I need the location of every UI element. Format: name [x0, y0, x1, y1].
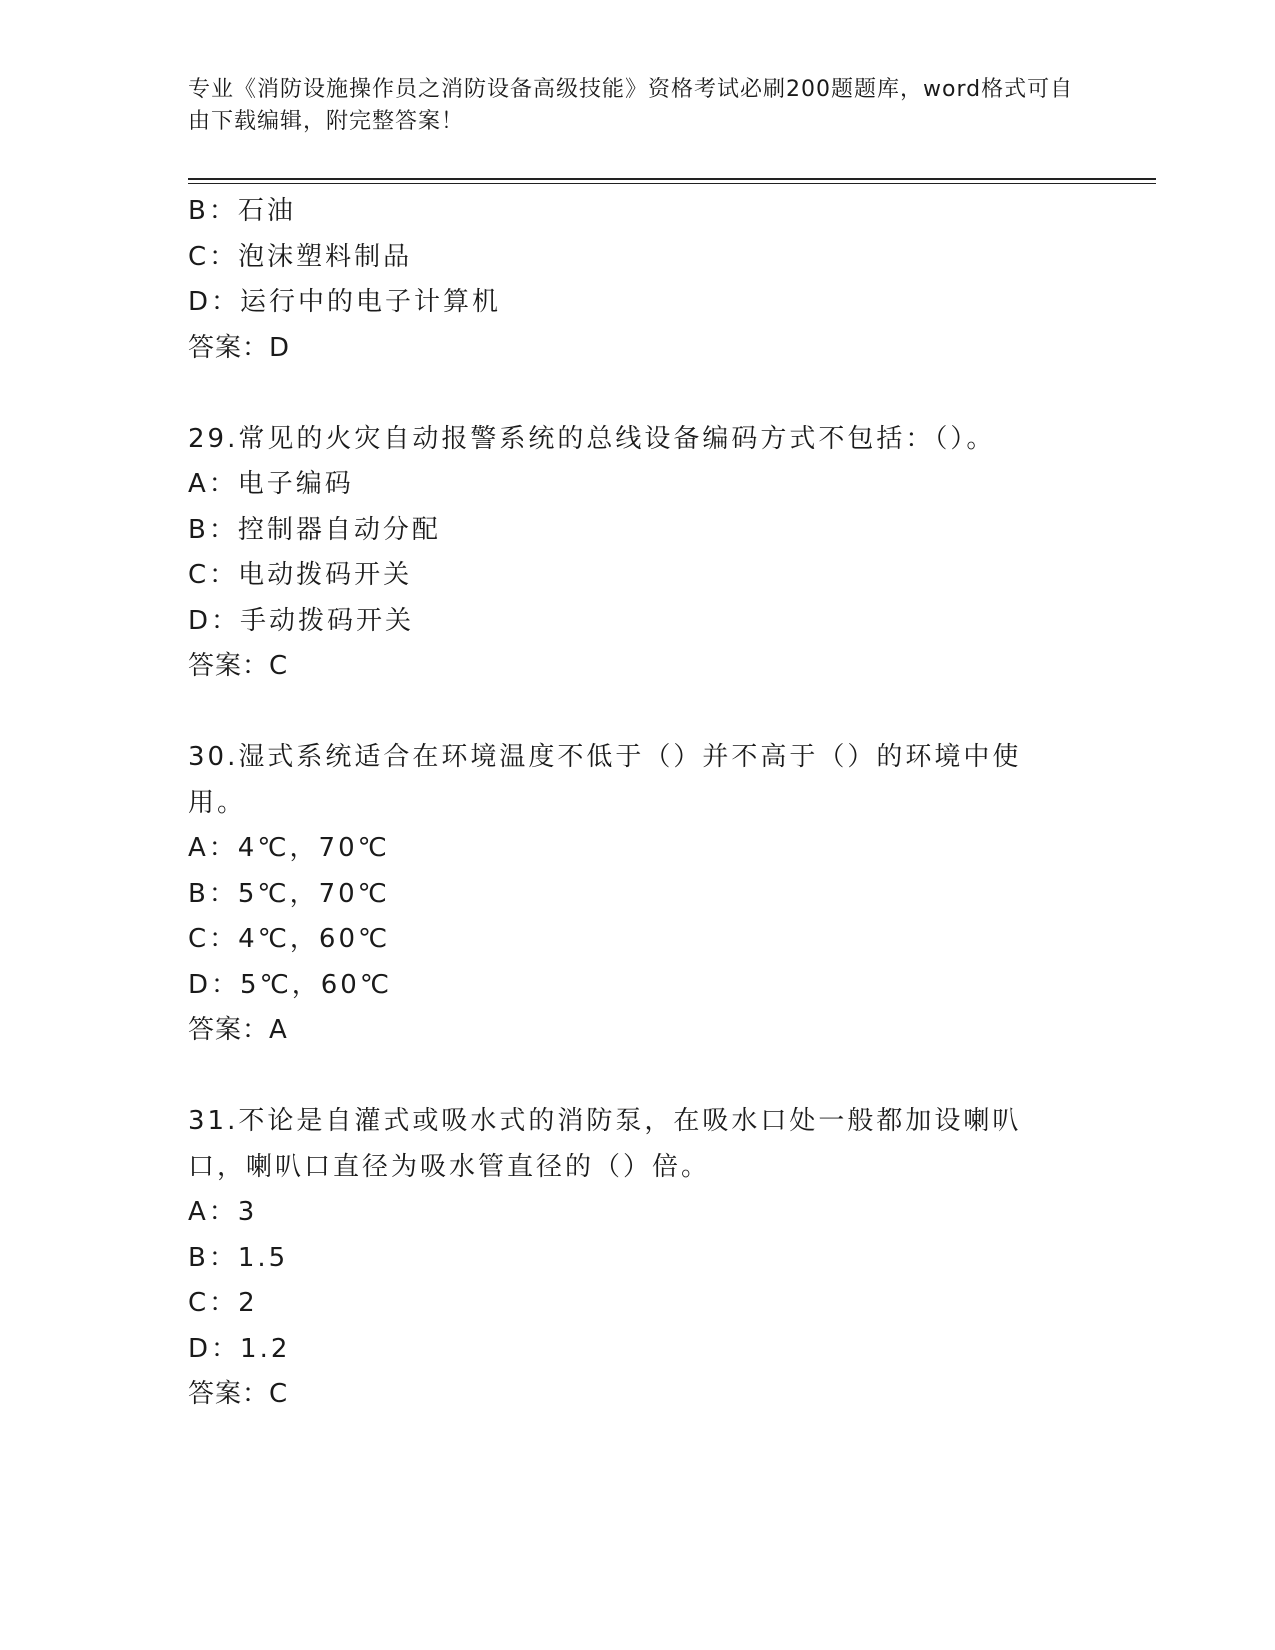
option-c: C：2 [188, 1288, 258, 1318]
option-c: C：4℃，60℃ [188, 924, 391, 954]
header-divider-thin [188, 183, 1156, 184]
question-29 [188, 417, 1068, 690]
question-28-continuation [188, 189, 1068, 371]
option-b: B：控制器自动分配 [188, 514, 441, 545]
option-b: B：1.5 [188, 1242, 289, 1273]
option-d: D：5℃，60℃ [188, 969, 393, 1000]
answer: 答案：C [188, 651, 289, 681]
document-intro: 专业《消防设施操作员之消防设备高级技能》资格考试必刷200题题库，word格式可自由下载编辑，附完整答案！ [188, 77, 1074, 134]
option-c: C：电动拨码开关 [188, 560, 413, 590]
option-d: D：手动拨码开关 [188, 605, 415, 636]
option-b: B：石油 [188, 196, 296, 226]
spacer [188, 1054, 1068, 1100]
option-b: B：5℃，70℃ [188, 878, 390, 909]
question-31 [188, 1099, 1068, 1418]
option-a: A：3 [188, 1197, 258, 1227]
answer: 答案：C [188, 1379, 289, 1409]
option-d: D：运行中的电子计算机 [188, 287, 502, 317]
question-text: 31.不论是自灌式或吸水式的消防泵，在吸水口处一般都加设喇叭口，喇叭口直径为吸水管直径的（）倍。 [188, 1106, 1022, 1182]
question-text: 30.湿式系统适合在环境温度不低于（）并不高于（）的环境中使用。 [188, 742, 1022, 818]
question-text: 29.常见的火灾自动报警系统的总线设备编码方式不包括：（）。 [188, 423, 996, 454]
header-divider [188, 178, 1156, 180]
answer: 答案：D [188, 332, 291, 363]
option-a: A：电子编码 [188, 469, 354, 499]
option-c: C：泡沫塑料制品 [188, 241, 413, 272]
spacer [188, 690, 1068, 736]
answer: 答案：A [188, 1015, 288, 1045]
option-d: D：1.2 [188, 1333, 291, 1364]
question-list [188, 189, 1068, 1418]
option-a: A：4℃，70℃ [188, 833, 390, 863]
question-30 [188, 735, 1068, 1054]
spacer [188, 371, 1068, 417]
